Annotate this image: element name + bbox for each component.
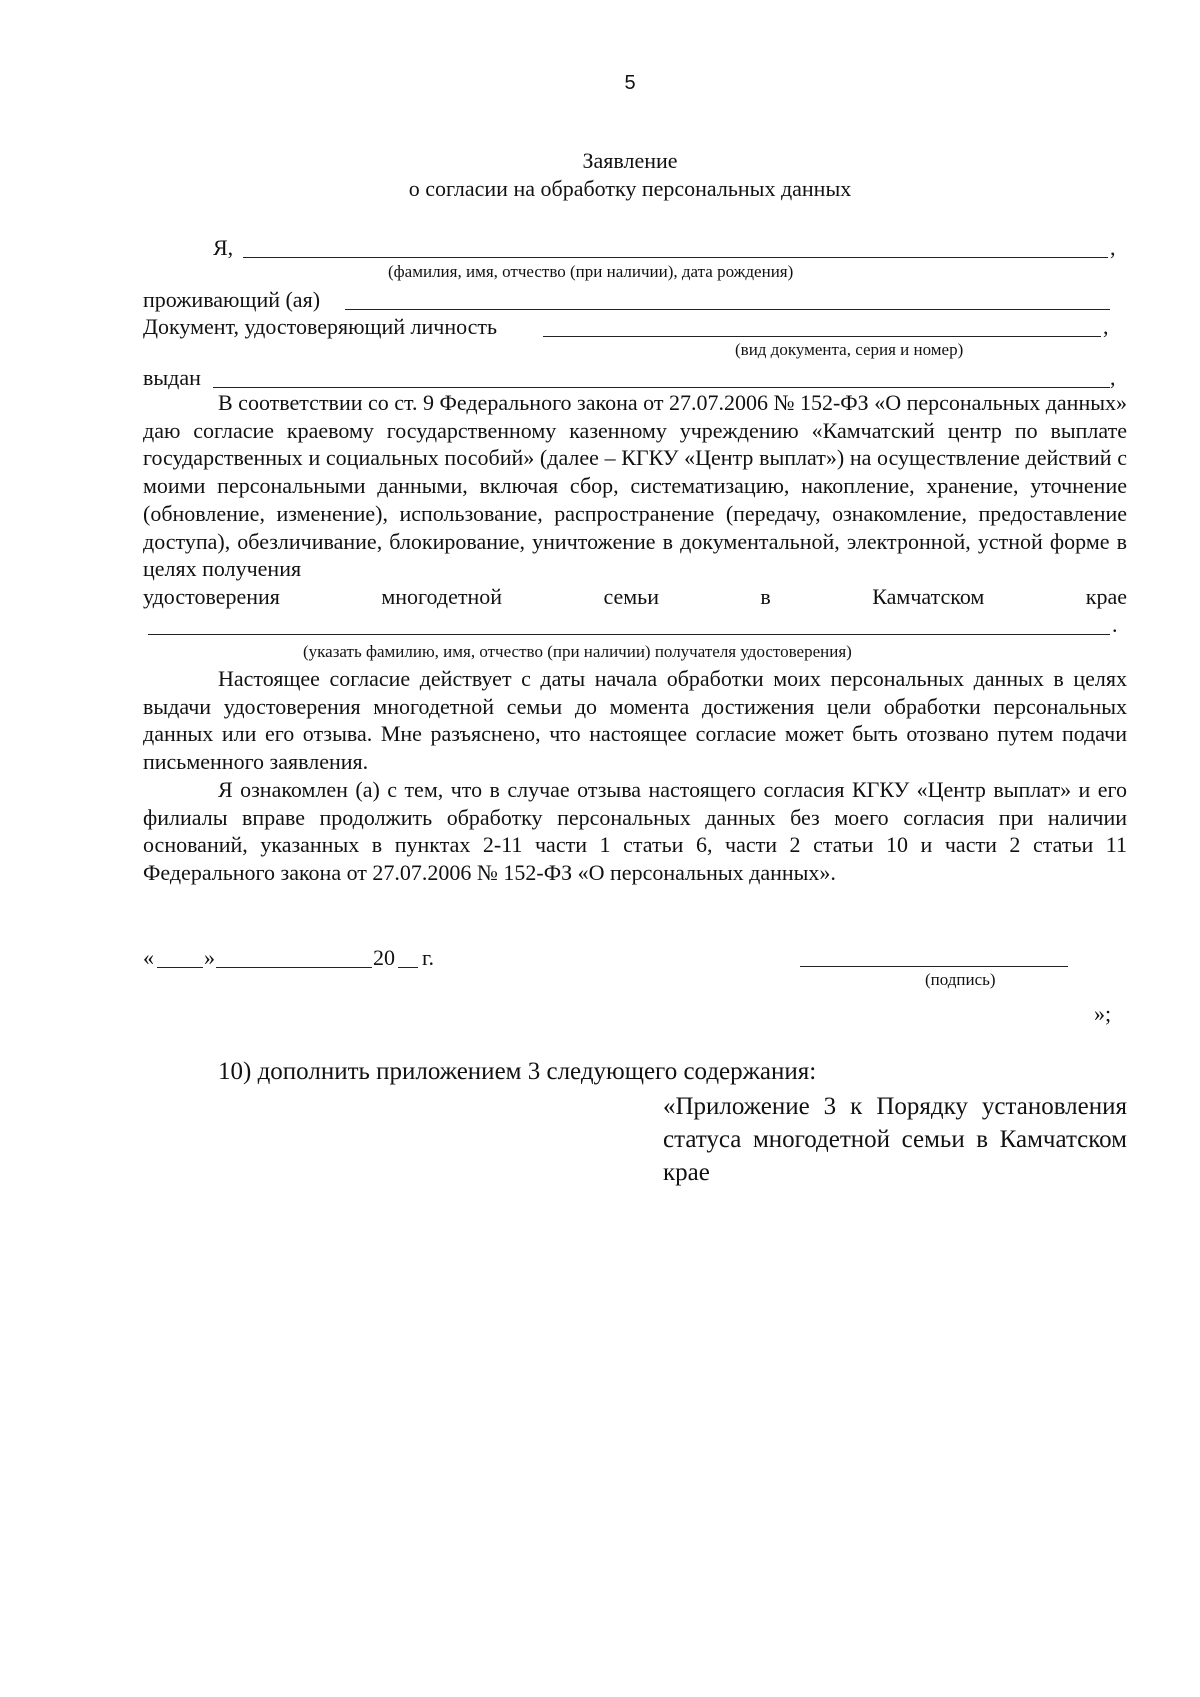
issued-label: выдан xyxy=(143,365,201,390)
page-number: 5 xyxy=(624,72,636,94)
document-caption: (вид документа, серия и номер) xyxy=(735,340,964,359)
amendment-item-10: 10) дополнить приложением 3 следующего содержания: xyxy=(218,1058,817,1085)
residence-field-line[interactable] xyxy=(345,309,1110,310)
document-subtitle: о согласии на обработку персональных данных xyxy=(408,176,852,201)
document-comma: , xyxy=(1103,314,1109,339)
date-year-suffix: г. xyxy=(422,945,435,970)
ya-label: Я, xyxy=(213,235,234,260)
fio-caption: (фамилия, имя, отчество (при наличии), дата рождения) xyxy=(388,262,794,281)
date-open-quote: « xyxy=(143,945,154,970)
consent-paragraph-1: В соответствии со ст. 9 Федерального закона от 27.07.2006 № 152-ФЗ «О персональных данных» даю согласие краевому государственному казенному учреждению «Камчатский центр по выплате государственных и социальных пособий» (далее – КГКУ «Центр выплат») на осуществление действий с моими персональными данными, включая сбор, систематизацию, накопление, хранение, уточнение (обновление, изменение), использование, распространение (передачу, ознакомление, предоставление доступа), обезличивание, блокирование, уничтожение в документальной, электронной, устной форме в целях получения xyxy=(143,390,1127,582)
document-field-line[interactable] xyxy=(543,336,1101,337)
document-title: Заявление xyxy=(582,148,678,173)
recipient-caption: (указать фамилию, имя, отчество (при наличии) получателя удостоверения) xyxy=(303,642,852,661)
recipient-field-line[interactable] xyxy=(148,634,1110,635)
residing-label: проживающий (ая) xyxy=(143,287,321,312)
consent-paragraph-1-last-line: удостоверения многодетной семьи в Камчатском крае xyxy=(143,584,1127,609)
issued-field-line[interactable] xyxy=(213,387,1110,388)
fio-field-line[interactable] xyxy=(243,257,1108,258)
date-close-quote: » xyxy=(204,945,215,970)
consent-paragraph-2: Настоящее согласие действует с даты начала обработки моих персональных данных в целях выдачи удостоверения многодетной семьи до момента достижения цели обработки персональных данных или его отзыва. Мне разъяснено, что настоящее согласие может быть отозвано путем подачи письменного заявления. xyxy=(143,666,1127,775)
date-day-line[interactable] xyxy=(157,967,203,968)
signature-line[interactable] xyxy=(800,966,1068,967)
issued-comma: , xyxy=(1110,365,1116,390)
signature-caption: (подпись) xyxy=(925,970,996,989)
recipient-period: . xyxy=(1112,612,1118,637)
fio-comma: , xyxy=(1110,235,1116,260)
consent-paragraph-3: Я ознакомлен (а) с тем, что в случае отзыва настоящего согласия КГКУ «Центр выплат» и его филиалы вправе продолжить обработку персональных данных без моего согласия при наличии оснований, указанных в пунктах 2-11 части 1 статьи 6, части 2 статьи 10 и части 2 статьи 11 Федерального закона от 27.07.2006 № 152-ФЗ «О персональных данных». xyxy=(143,777,1127,886)
closing-quote: »; xyxy=(1094,1001,1112,1026)
document-label: Документ, удостоверяющий личность xyxy=(143,314,498,339)
appendix-heading: «Приложение 3 к Порядку установления статуса многодетной семьи в Камчатском крае xyxy=(663,1093,1127,1186)
date-year-prefix: 20 xyxy=(373,945,395,970)
date-month-line[interactable] xyxy=(216,967,372,968)
date-year-line[interactable] xyxy=(398,967,418,968)
